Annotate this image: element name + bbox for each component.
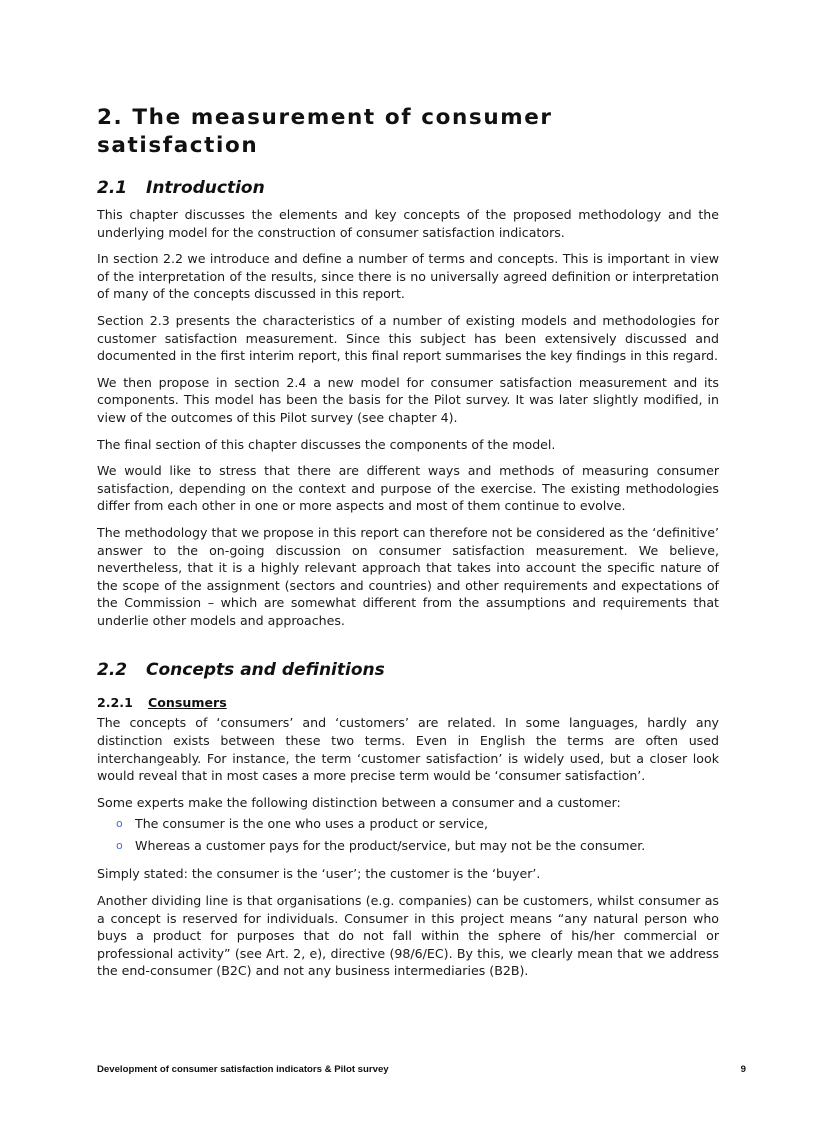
section-number: 2.1 <box>97 178 128 198</box>
paragraph: The methodology that we propose in this report can therefore not be considered as the ‘definitive’ answer to the on-going discussion on consumer satisfaction measurement. We believe, nevertheless, that it is a highly relevant approach that takes into account the specific nature of the scope of the assignment (sectors and countries) and other requirements and expectations of the Commission – which are somewhat different from the assumptions and requirements that underlie other models and approaches. <box>97 524 719 628</box>
circle-bullet-icon: o <box>116 817 123 831</box>
subsection-title: Consumers <box>148 695 227 711</box>
circle-bullet-icon: o <box>116 839 123 853</box>
section-heading-concepts <box>97 659 719 681</box>
paragraph: We would like to stress that there are different ways and methods of measuring consumer satisfaction, depending on the context and purpose of the exercise. The existing methodologies differ from each other in one or more aspects and most of them continue to evolve. <box>97 463 719 514</box>
paragraph: Some experts make the following distinction between a consumer and a customer: <box>97 794 621 810</box>
chapter-title: 2. The measurement of consumer satisfaction <box>97 105 553 158</box>
section-title: Introduction <box>146 178 265 198</box>
footer-title: Development of consumer satisfaction indicators & Pilot survey <box>97 1064 389 1075</box>
list-item <box>97 813 719 835</box>
subsection-number: 2.2.1 <box>97 695 133 711</box>
page-number: 9 <box>740 1064 746 1075</box>
list-item <box>97 835 719 857</box>
subsection-heading-consumers <box>97 694 719 711</box>
paragraph: Another dividing line is that organisations (e.g. companies) can be customers, whilst consumer as a concept is reserved for individuals. Consumer in this project means “any natural person who buys a product for purposes that do not fall within the sphere of his/her commercial or professional activity” (see Art. 2, e), directive (98/6/EC). By this, we clearly mean that we address the end-consumer (B2C) and not any business intermediaries (B2B). <box>97 893 719 979</box>
paragraph: Simply stated: the consumer is the ‘user’; the customer is the ‘buyer’. <box>97 866 541 882</box>
paragraph: Section 2.3 presents the characteristics of a number of existing models and methodologies for customer satisfaction measurement. Since this subject has been extensively discussed and documented in the first interim report, this final report summarises the key findings in this regard. <box>97 312 719 364</box>
section-number: 2.2 <box>97 660 128 681</box>
list-item-text: The consumer is the one who uses a product or service, <box>135 816 488 832</box>
paragraph: The final section of this chapter discusses the components of the model. <box>97 436 556 452</box>
paragraph: This chapter discusses the elements and key concepts of the proposed methodology and the underlying model for the construction of consumer satisfaction indicators. <box>97 207 719 240</box>
paragraph: The concepts of ‘consumers’ and ‘customers’ are related. In some languages, hardly any distinction exists between these two terms. Even in English the terms are often used interchangeably. For instance, the term ‘customer satisfaction’ is widely used, but a closer look would reveal that in most cases a more precise term would be ‘consumer satisfaction’. <box>97 715 719 784</box>
list-item-text: Whereas a customer pays for the product/service, but may not be the consumer. <box>135 838 646 854</box>
page-content <box>97 104 719 980</box>
bullet-list <box>97 813 719 857</box>
paragraph: We then propose in section 2.4 a new model for consumer satisfaction measurement and its components. This model has been the basis for the Pilot survey. It was later slightly modified, in view of the outcomes of this Pilot survey (see chapter 4). <box>97 374 719 425</box>
section-title: Concepts and definitions <box>146 660 385 681</box>
page-footer <box>97 1064 746 1075</box>
paragraph: In section 2.2 we introduce and define a number of terms and concepts. This is important in view of the interpretation of the results, since there is no universally agreed definition or interpretation of many of the concepts discussed in this report. <box>97 251 719 302</box>
section-heading-introduction <box>97 177 719 199</box>
